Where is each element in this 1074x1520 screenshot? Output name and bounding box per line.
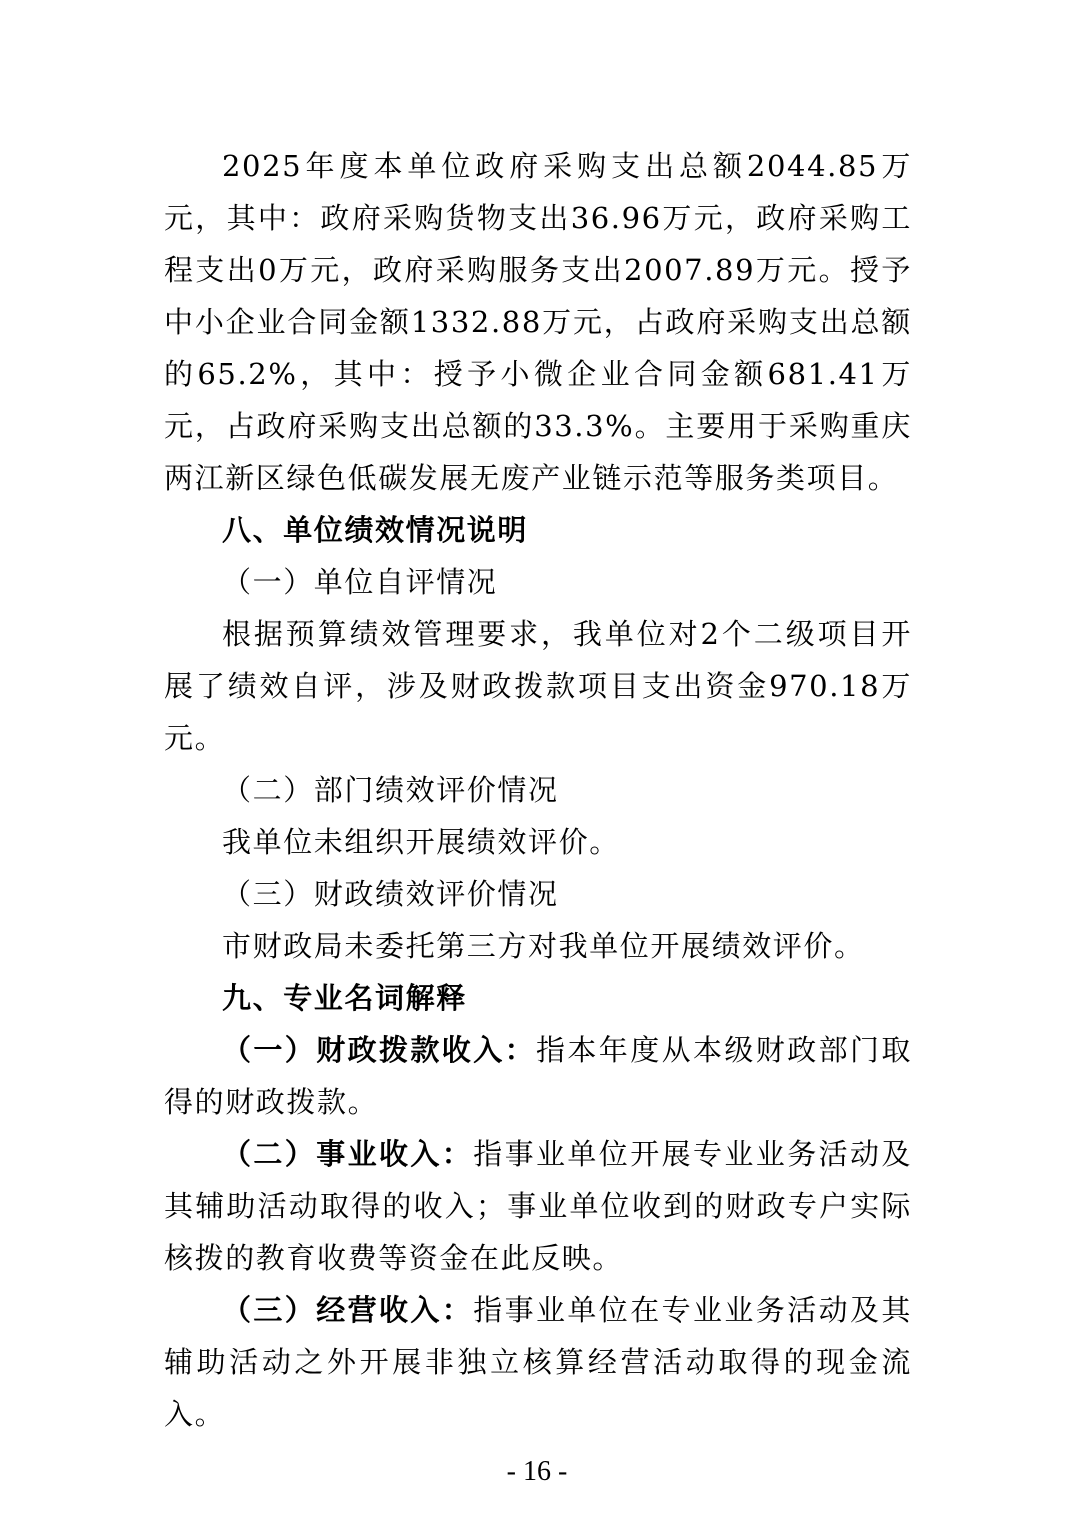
subheading-department-evaluation	[164, 764, 912, 816]
subheading-self-evaluation	[164, 556, 912, 608]
procurement-paragraph-text: 2025年度本单位政府采购支出总额2044.85万元，其中：政府采购货物支出36.96万元，政府采购工程支出0万元，政府采购服务支出2007.89万元。授予中小企业合同金额1332.88万元，占政府采购支出总额的65.2%，其中：授予小微企业合同金额681.41万元，占政府采购支出总额的33.3%。主要用于采购重庆两江新区绿色低碳发展无废产业链示范等服务类项目。	[164, 149, 912, 495]
glossary-term-definition: 指本年度从本级财政部门取得的财政拨款。	[164, 1033, 912, 1119]
section-heading-performance	[164, 504, 912, 556]
glossary-term-definition: 指事业单位在专业业务活动及其辅助活动之外开展非独立核算经营活动取得的现金流入。	[164, 1293, 912, 1431]
finance-evaluation-paragraph-text: 市财政局未委托第三方对我单位开展绩效评价。	[222, 929, 865, 963]
self-evaluation-paragraph-text: 根据预算绩效管理要求，我单位对2个二级项目开展了绩效自评，涉及财政拨款项目支出资金970.18万元。	[164, 617, 912, 755]
glossary-term-definition: 指事业单位开展专业业务活动及其辅助活动取得的收入；事业单位收到的财政专户实际核拨的教育收费等资金在此反映。	[164, 1137, 912, 1275]
section-heading-glossary-text: 九、专业名词解释	[222, 981, 467, 1015]
glossary-term-label: （三）经营收入：	[222, 1293, 474, 1327]
self-evaluation-paragraph	[164, 608, 912, 764]
subheading-self-evaluation-text: （一）单位自评情况	[222, 565, 498, 599]
page-number: - 16 -	[506, 1456, 568, 1487]
glossary-term-label: （二）事业收入：	[222, 1137, 474, 1171]
subheading-finance-evaluation-text: （三）财政绩效评价情况	[222, 877, 559, 911]
glossary-item-operating-income	[164, 1284, 912, 1440]
subheading-department-evaluation-text: （二）部门绩效评价情况	[222, 773, 559, 807]
department-evaluation-paragraph	[164, 816, 912, 868]
glossary-item-business-income	[164, 1128, 912, 1284]
document-body	[164, 140, 912, 1440]
glossary-item-fiscal-appropriation	[164, 1024, 912, 1128]
finance-evaluation-paragraph	[164, 920, 912, 972]
department-evaluation-paragraph-text: 我单位未组织开展绩效评价。	[222, 825, 620, 859]
procurement-paragraph	[164, 140, 912, 504]
section-heading-performance-text: 八、单位绩效情况说明	[222, 513, 529, 547]
subheading-finance-evaluation	[164, 868, 912, 920]
glossary-term-label: （一）财政拨款收入：	[222, 1033, 536, 1067]
section-heading-glossary	[164, 972, 912, 1024]
